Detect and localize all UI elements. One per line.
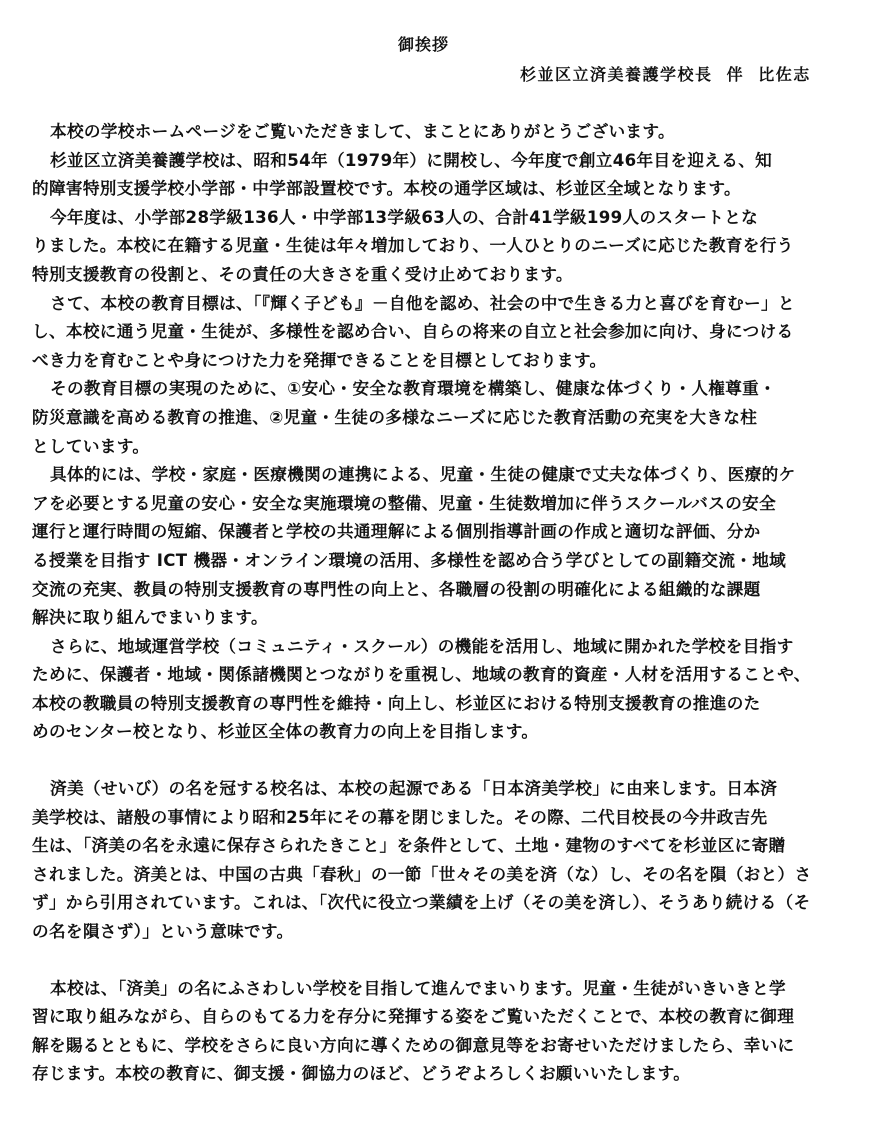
paragraph-line: 杉並区立済美養護学校は、昭和54年（1979年）に開校し、今年度で創立46年目を迎える、知 <box>50 150 773 170</box>
paragraph-line: 習に取り組みながら、自らのもてる力を存分に発揮する姿をご覧いただくことで、本校の教育に御理 <box>32 1007 795 1027</box>
paragraph-line: めのセンター校となり、杉並区全体の教育力の向上を目指します。 <box>32 722 539 742</box>
paragraph-line: 本校の教職員の特別支援教育の専門性を維持・向上し、杉並区における特別支援教育の推進のた <box>32 693 761 713</box>
paragraph-line: ず」から引用されています。これは、「次代に役立つ業績を上げ（その美を済し）、そうあり続ける（そ <box>32 893 811 913</box>
paragraph-line: としています。 <box>32 436 150 456</box>
paragraph-line: 運行と運行時間の短縮、保護者と学校の共通理解による個別指導計画の作成と適切な評価、分か <box>32 522 761 542</box>
paragraph <box>32 633 842 747</box>
paragraph-line: 交流の充実、教員の特別支援教育の専門性の向上と、各職層の役割の明確化による組織的な課題 <box>32 579 761 599</box>
paragraph-line: の名を隕さず）」という意味です。 <box>32 922 294 942</box>
paragraph-line: りました。本校に在籍する児童・生徒は年々増加しており、一人ひとりのニーズに応じた教育を行う <box>32 236 794 256</box>
paragraph <box>32 461 842 633</box>
paragraph-line: べき力を育むことや身につけた力を発揮できることを目標としております。 <box>32 350 607 370</box>
paragraph-line: 本校は、「済美」の名にふさわしい学校を目指して進んでまいります。児童・生徒がいきいきと学 <box>50 978 786 998</box>
paragraph-line: し、本校に通う児童・生徒が、多様性を認め合い、自らの将来の自立と社会参加に向け、身につける <box>32 322 794 342</box>
paragraph-line: ために、保護者・地域・関係諸機関とつながりを重視し、地域の教育的資産・人材を活用することや、 <box>32 665 811 685</box>
paragraph <box>32 290 842 376</box>
author-line: 杉並区立済美養護学校長 伴 比佐志 <box>520 65 811 84</box>
paragraph-line: さて、本校の教育目標は、「『輝く子ども』－自他を認め、社会の中で生きる力と喜びを育むー」と <box>50 293 795 313</box>
document-title: 御挨拶 <box>398 35 450 54</box>
paragraph-line: 本校の学校ホームページをご覧いただきまして、まことにありがとうございます。 <box>50 122 675 141</box>
paragraph-line: 今年度は、小学部28学級136人・中学部13学級63人の、合計41学級199人のスタートとな <box>50 207 759 227</box>
paragraph-line: 的障害特別支援学校小学部・中学部設置校です。本校の通学区域は、杉並区全域となります。 <box>32 179 741 199</box>
paragraph-line: その教育目標の実現のために、①安心・安全な教育環境を構築し、健康な体づくり・人権尊重・ <box>50 379 777 399</box>
paragraph-line: 済美（せいび）の名を冠する校名は、本校の起源である「日本済美学校」に由来します。日本済 <box>50 779 778 799</box>
paragraph-line: されました。済美とは、中国の古典「春秋」の一節「世々その美を済（な）し、その名を隕（おと）さ <box>32 864 812 884</box>
paragraph <box>32 975 842 1089</box>
paragraph-line: アを必要とする児童の安心・安全な実施環境の整備、児童・生徒数増加に伴うスクールバスの安全 <box>32 493 777 513</box>
paragraph-line: 特別支援教育の役割と、その責任の大きさを重く受け止めております。 <box>32 264 573 284</box>
paragraph-line: 解決に取り組んでまいります。 <box>32 608 268 628</box>
paragraph <box>32 375 842 461</box>
paragraph <box>32 147 842 204</box>
paragraph-line: 解を賜るとともに、学校をさらに良い方向に導くための御意見等をお寄せいただけましたら、幸いに <box>32 1035 795 1055</box>
paragraph <box>32 775 842 947</box>
paragraph-line: 美学校は、諸般の事情により昭和25年にその幕を閉じました。その際、二代目校長の今井政吉先 <box>32 807 768 827</box>
paragraph <box>32 204 842 290</box>
document-body <box>32 118 842 1089</box>
paragraph-line: 具体的には、学校・家庭・医療機関の連携による、児童・生徒の健康で丈夫な体づくり、医療的ケ <box>50 465 796 485</box>
paragraph-line: る授業を目指す ICT 機器・オンライン環境の活用、多様性を認め合う学びとしての副籍交流・地域 <box>32 550 787 570</box>
paragraph-line: さらに、地域運営学校（コミュニティ・スクール）の機能を活用し、地域に開かれた学校を目指す <box>50 636 794 656</box>
paragraph-line: 存じます。本校の教育に、御支援・御協力のほど、どうぞよろしくお願いいたします。 <box>32 1064 691 1084</box>
paragraph <box>32 118 842 147</box>
paragraph-line: 生は、「済美の名を永遠に保存さられたきこと」を条件として、土地・建物のすべてを杉並区に寄贈 <box>32 836 786 856</box>
paragraph-line: 防災意識を高める教育の推進、②児童・生徒の多様なニーズに応じた教育活動の充実を大きな柱 <box>32 407 758 427</box>
